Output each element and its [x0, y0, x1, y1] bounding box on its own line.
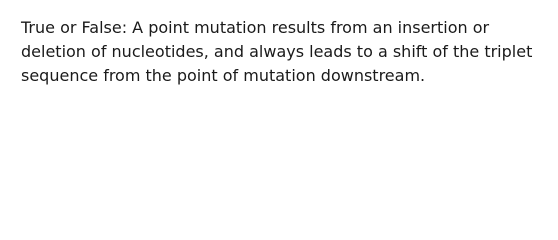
- question-line-3: sequence from the point of mutation downstream.: [21, 66, 426, 85]
- question-line-1: True or False: A point mutation results from an insertion or: [21, 18, 490, 37]
- question-line-2: deletion of nucleotides, and always leads to a shift of the triplet: [21, 42, 533, 61]
- question-text: [21, 16, 541, 88]
